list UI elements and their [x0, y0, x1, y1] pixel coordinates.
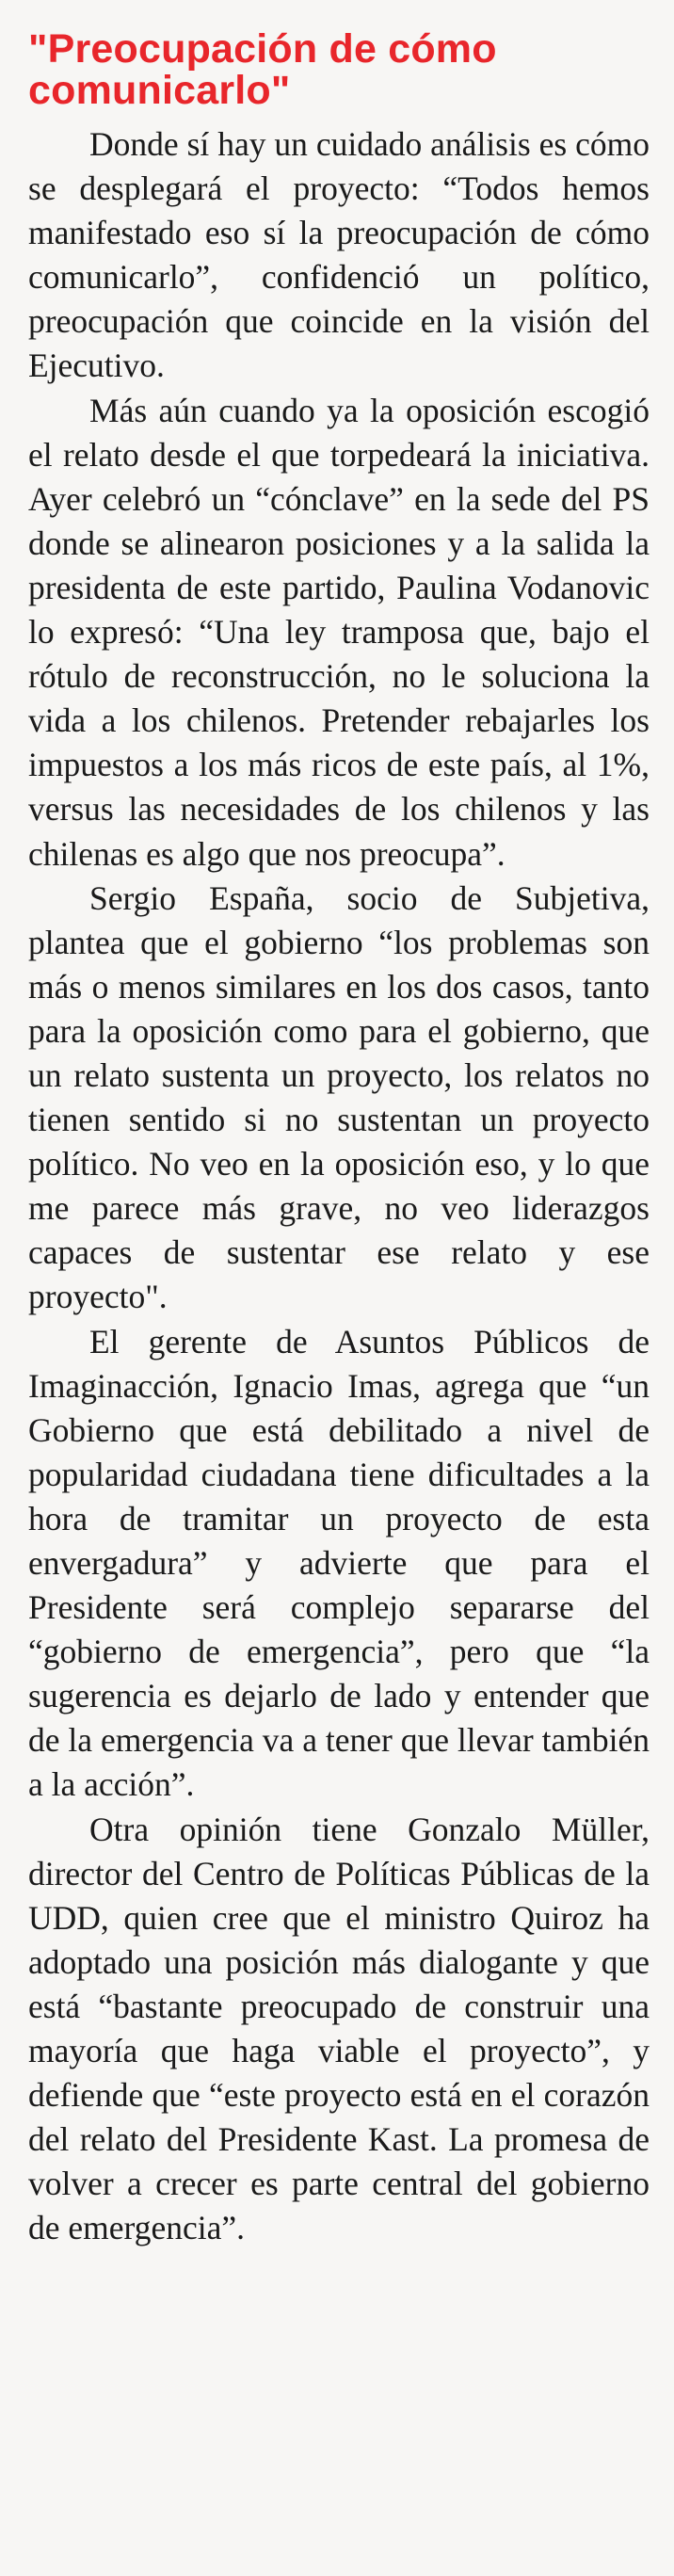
article-paragraph: Donde sí hay un cuidado análisis es cómo se desplegará el proyecto: “Todos hemos manifestado eso sí la preocupación de cómo comunicarlo”, confidenció un político, preocupación que coincide en la visión del Ejecutivo. — [28, 125, 650, 385]
article-body — [28, 122, 650, 2251]
article-paragraph: Sergio España, socio de Subjetiva, plantea que el gobierno “los problemas son más o menos similares en los dos casos, tanto para la oposición como para el gobierno, que un relato sustenta un proyecto, los relatos no tienen sentido si no sustentan un proyecto político. No veo en la oposición eso, y lo que me parece más grave, no veo liderazgos capaces de sustentar ese relato y ese proyecto". — [28, 878, 650, 1316]
article-paragraph: Otra opinión tiene Gonzalo Müller, director del Centro de Políticas Públicas de la UDD, quien cree que el ministro Quiroz ha adoptado una posición más dialogante y que está “bastante preocupado de construir una mayoría que haga viable el proyecto”, y defiende que “este proyecto está en el corazón del relato del Presidente Kast. La promesa de volver a crecer es parte central del gobierno de emergencia”. — [28, 1810, 650, 2247]
article-headline: "Preocupación de cómo comunicarlo" — [28, 26, 497, 113]
article-paragraph: Más aún cuando ya la oposición escogió el relato desde el que torpedeará la iniciativa. Ayer celebró un “cónclave” en la sede del PS donde se alinearon posiciones y a la salida la presidenta de este partido, Paulina Vodanovic lo expresó: “Una ley tramposa que, bajo el rótulo de reconstrucción, no le soluciona la vida a los chilenos. Pretender rebajarles los impuestos a los más ricos de este país, al 1%, versus las necesidades de los chilenos y las chilenas es algo que nos preocupa”. — [28, 391, 650, 873]
article-paragraph: El gerente de Asuntos Públicos de Imaginacción, Ignacio Imas, agrega que “un Gobierno que está debilitado a nivel de popularidad ciudadana tiene dificultades a la hora de tramitar un proyecto de esta envergadura” y advierte que para el Presidente será complejo separarse del “gobierno de emergencia”, pero que “la sugerencia es dejarlo de lado y entender que de la emergencia va a tener que llevar también a la acción”. — [28, 1322, 650, 1804]
